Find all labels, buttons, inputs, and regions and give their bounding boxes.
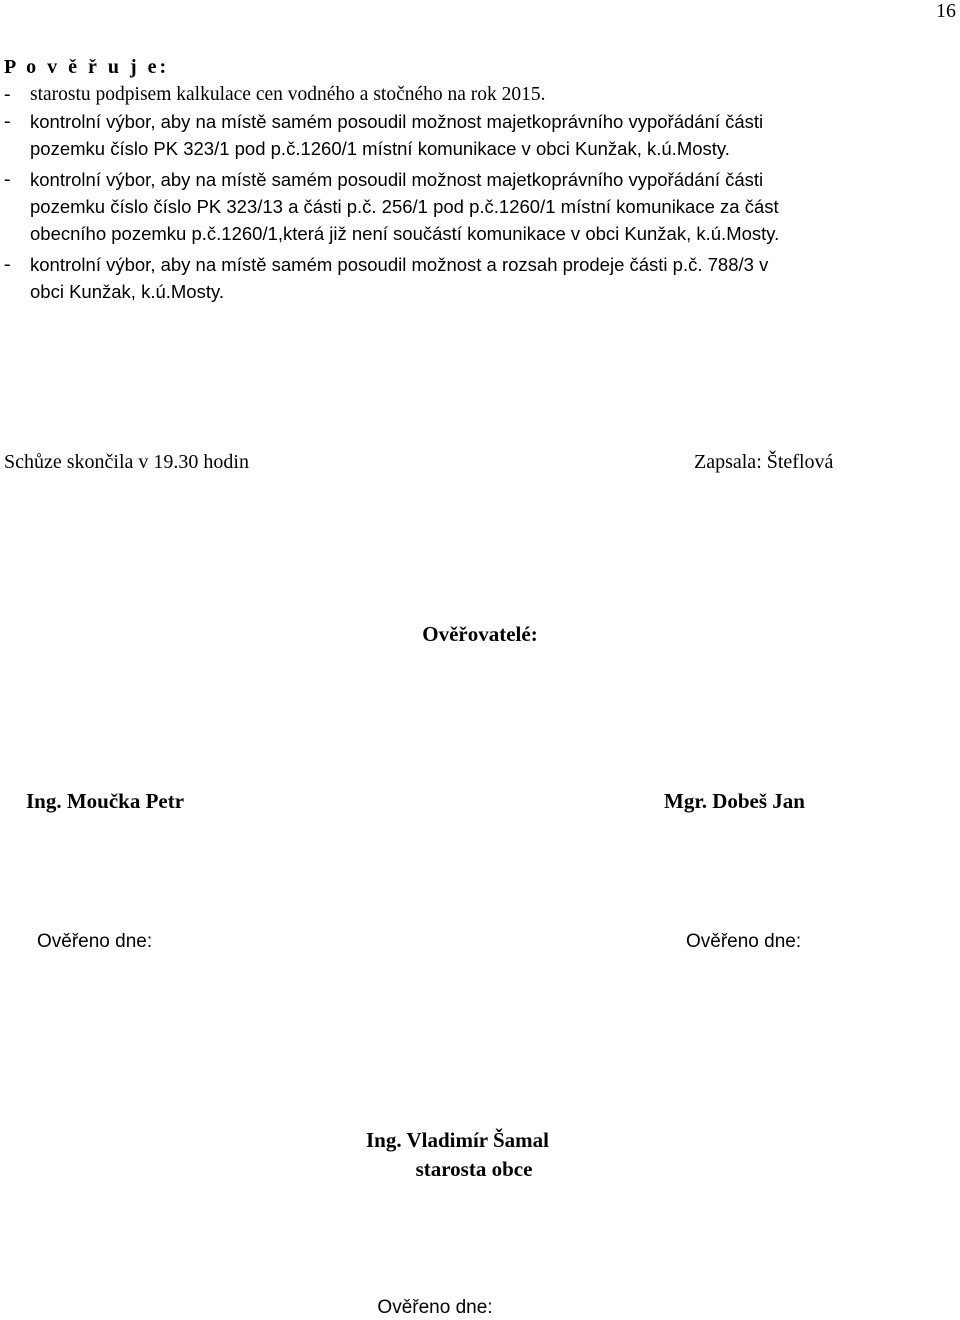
- list-item-line: pozemku číslo číslo PK 323/13 a části p.č. 256/1 pod p.č.1260/1 místní komunikace za část: [30, 196, 779, 217]
- list-bullet: -: [4, 169, 11, 190]
- recorded-by-text: Zapsala: Šteflová: [694, 451, 834, 473]
- resolution-heading: P o v ě ř u j e:: [4, 56, 170, 78]
- list-item-line: kontrolní výbor, aby na místě samém posoudil možnost a rozsah prodeje části p.č. 788/3 v: [30, 254, 769, 275]
- mayor-name: Ing. Vladimír Šamal: [365, 1128, 549, 1152]
- list-item-line: obci Kunžak, k.ú.Mosty.: [30, 281, 224, 302]
- list-item-line: kontrolní výbor, aby na místě samém posoudil možnost majetkoprávního vypořádání části: [30, 111, 764, 132]
- list-bullet: -: [4, 254, 11, 275]
- verified-on-right: Ověřeno dne:: [686, 931, 802, 952]
- verifier-left-name: Ing. Moučka Petr: [26, 789, 185, 813]
- session-end-text: Schůze skončila v 19.30 hodin: [4, 451, 249, 473]
- list-bullet: -: [4, 111, 11, 132]
- list-item-line: pozemku číslo PK 323/1 pod p.č.1260/1 místní komunikace v obci Kunžak, k.ú.Mosty.: [30, 138, 730, 159]
- verifier-right-name: Mgr. Dobeš Jan: [664, 789, 805, 813]
- list-item-line: starostu podpisem kalkulace cen vodného a stočného na rok 2015.: [30, 84, 546, 105]
- list-item-line: kontrolní výbor, aby na místě samém posoudil možnost majetkoprávního vypořádání části: [30, 169, 764, 190]
- verifiers-title: Ověřovatelé:: [422, 622, 538, 646]
- verified-on-mayor: Ověřeno dne:: [377, 1297, 493, 1318]
- page-number: 16: [936, 0, 956, 22]
- list-item-line: obecního pozemku p.č.1260/1,která již není součástí komunikace v obci Kunžak, k.ú.Mosty.: [30, 223, 780, 244]
- mayor-title: starosta obce: [415, 1157, 533, 1181]
- list-bullet: -: [4, 84, 11, 105]
- verified-on-left: Ověřeno dne:: [37, 931, 153, 952]
